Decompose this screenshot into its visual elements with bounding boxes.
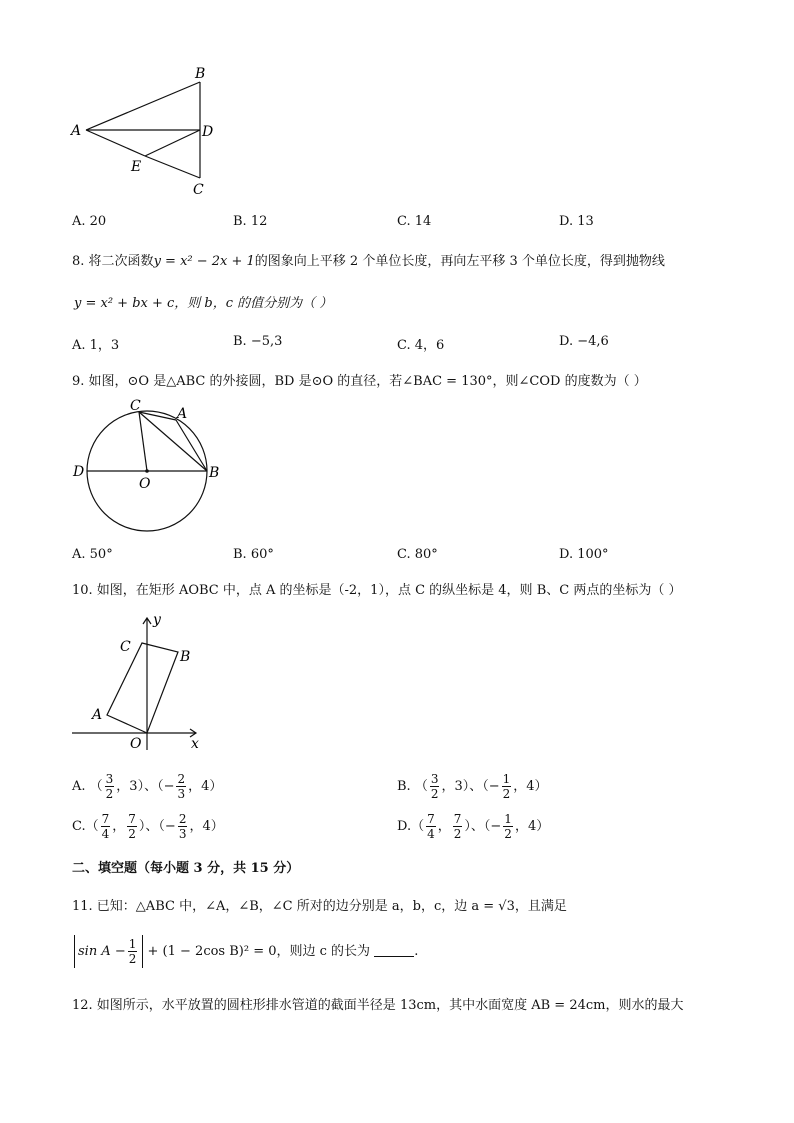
q7-option-c[interactable]: C. 14: [397, 214, 432, 229]
q9-question: 9. 如图，⊙O 是△ABC 的外接圆，BD 是⊙O 的直径，若∠BAC = 130°，则∠COD 的度数为（ ）: [72, 374, 647, 389]
label-c: C: [130, 398, 141, 414]
label-a: A: [177, 406, 188, 422]
q8-number: 8.: [72, 254, 85, 269]
label-e: E: [131, 159, 142, 175]
answer-blank[interactable]: [374, 944, 414, 957]
q9-option-c[interactable]: C. 80°: [397, 547, 438, 562]
q10-option-b[interactable]: B. （ $\frac{3}{2}$ ，3）、（− $\frac{1}{2}$ ，4）: [397, 772, 548, 801]
q10-option-c[interactable]: C.（ $\frac{7}{4}$ ， $\frac{7}{2}$ ）、（− $\frac{2}{3}$ ，4）: [72, 812, 224, 841]
q9-option-b[interactable]: B. 60°: [233, 547, 274, 562]
label-x: x: [191, 736, 199, 752]
q8-option-a[interactable]: A. 1，3: [72, 338, 120, 353]
q8-option-d[interactable]: D. −4,6: [559, 334, 609, 349]
q9-option-d[interactable]: D. 100°: [559, 547, 609, 562]
label-b: B: [180, 649, 191, 665]
label-d: D: [73, 464, 85, 480]
q10-option-d[interactable]: D.（ $\frac{7}{4}$ ， $\frac{7}{2}$ ）、（− $\frac{1}{2}$ ，4）: [397, 812, 550, 841]
section-title: 二、填空题（每小题 3 分，共 15 分）: [72, 861, 300, 876]
label-o: O: [130, 736, 142, 752]
q8-option-c[interactable]: C. 4，6: [397, 338, 445, 353]
q10-question: 10. 如图，在矩形 AOBC 中，点 A 的坐标是（-2，1），点 C 的纵坐标是 4，则 B、C 两点的坐标为（ ）: [72, 583, 682, 598]
label-y: y: [153, 612, 161, 628]
label-o: O: [139, 476, 151, 492]
label-a: A: [92, 707, 103, 723]
q12-question: 12. 如图所示，水平放置的圆柱形排水管道的截面半径是 13cm，其中水面宽度 AB = 24cm，则水的最大: [72, 998, 684, 1013]
label-c: C: [120, 639, 131, 655]
q9-option-a[interactable]: A. 50°: [72, 547, 113, 562]
q8-text-1: 将二次函数: [88, 254, 154, 269]
label-b: B: [209, 465, 220, 481]
q7-option-d[interactable]: D. 13: [559, 214, 594, 229]
q11-equation: sin A − $\frac{1}{2}$ + (1 − 2cos B)² = 0，则边 c 的长为 .: [74, 935, 418, 968]
label-d: D: [202, 124, 214, 140]
q10-option-a[interactable]: A. （ $\frac{3}{2}$ ，3）、（− $\frac{2}{3}$ ，4）: [72, 772, 223, 801]
label-b: B: [195, 66, 206, 82]
label-a: A: [71, 123, 82, 139]
q8-option-b[interactable]: B. −5,3: [233, 334, 283, 349]
label-c: C: [193, 182, 204, 198]
q7-option-b[interactable]: B. 12: [233, 214, 268, 229]
q8-text-2: 的图象向上平移 2 个单位长度，再向左平移 3 个单位长度，得到抛物线: [254, 254, 665, 269]
q11-line-1: 11. 已知：△ABC 中，∠A，∠B，∠C 所对的边分别是 a，b，c，边 a = √3，且满足: [72, 899, 567, 914]
q8-function: y = x² − 2x + 1: [153, 254, 255, 269]
q8-line-2: y = x² + bx + c，则 b，c 的值分别为（ ）: [74, 296, 333, 311]
q7-option-a[interactable]: A. 20: [72, 214, 107, 229]
